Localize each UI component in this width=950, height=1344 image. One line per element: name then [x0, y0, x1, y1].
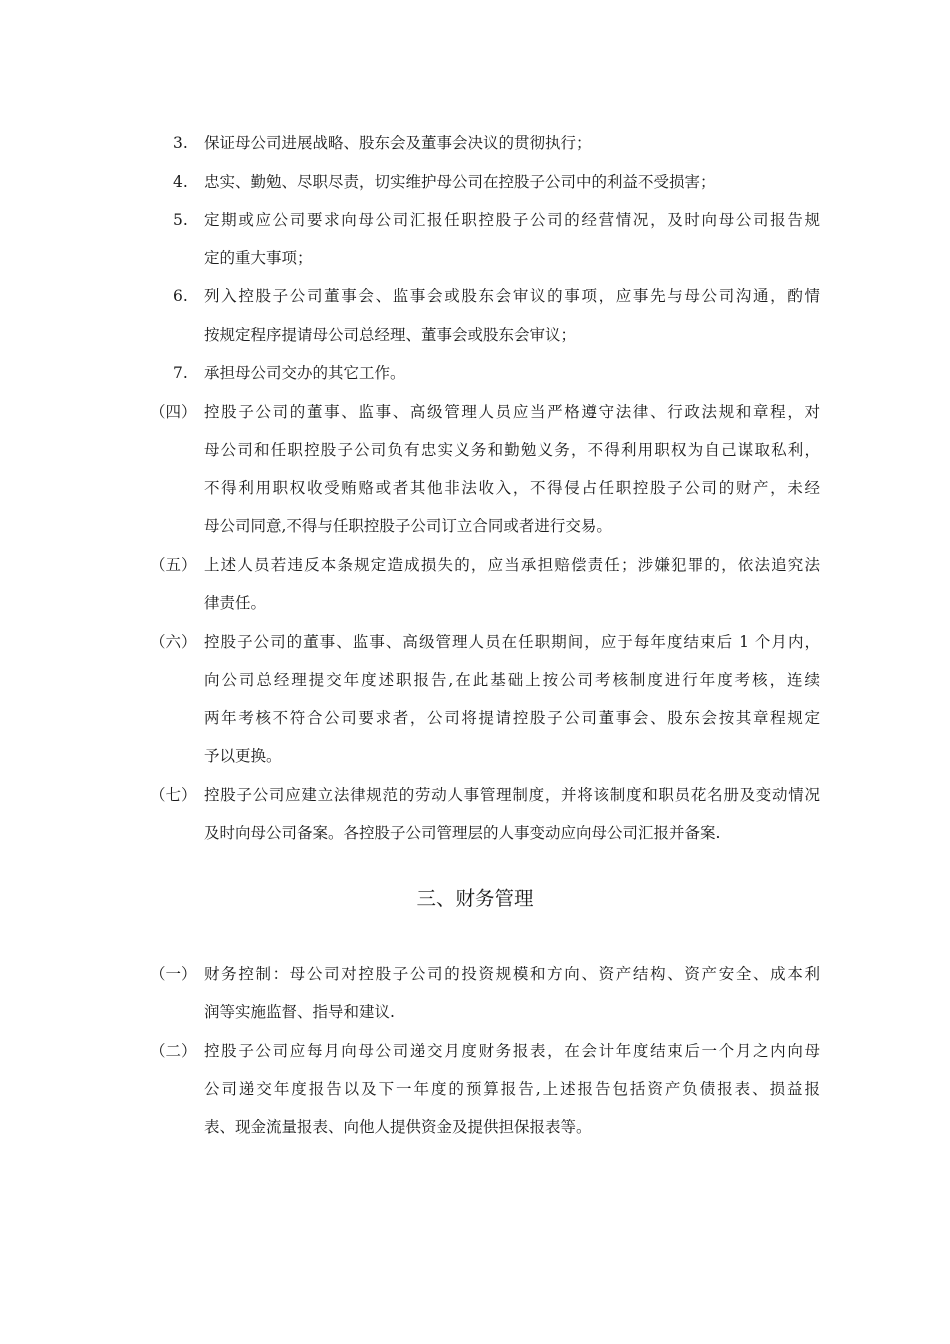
item-text: 定期或应公司要求向母公司汇报任职控股子公司的经营情况，及时向母公司报告规	[204, 211, 820, 229]
paragraph-number: （六）	[150, 633, 197, 651]
paragraph-text: 控股子公司的董事、监事、高级管理人员应当严格遵守法律、行政法规和章程，对	[204, 403, 820, 421]
paragraph-text: 控股子公司应每月向母公司递交月度财务报表，在会计年度结束后一个月之内向母	[204, 1042, 820, 1060]
item-text: 承担母公司交办的其它工作。	[204, 364, 406, 382]
item-number: 6.	[173, 287, 188, 305]
paragraph-text: 律责任。	[204, 594, 267, 612]
item-text: 保证母公司进展战略、股东会及董事会决议的贯彻执行；	[204, 134, 592, 152]
paragraph-text: 控股子公司应建立法律规范的劳动人事管理制度，并将该制度和职员花名册及变动情况	[204, 786, 820, 804]
section-title: 三、财务管理	[416, 887, 534, 910]
paragraph-text: 及时向母公司备案。各控股子公司管理层的人事变动应向母公司汇报并备案.	[204, 824, 721, 842]
item-number: 3.	[173, 134, 188, 152]
item-text: 定的重大事项；	[204, 249, 313, 267]
item-text: 忠实、勤勉、尽职尽责，切实维护母公司在控股子公司中的利益不受损害；	[204, 173, 716, 191]
paragraph-number: （一）	[150, 965, 197, 983]
paragraph-text: 母公司同意,不得与任职控股子公司订立合同或者进行交易。	[204, 517, 612, 535]
paragraph-text: 控股子公司的董事、监事、高级管理人员在任职期间，应于每年度结束后 1 个月内，	[204, 633, 820, 651]
paragraph-text: 财务控制：母公司对控股子公司的投资规模和方向、资产结构、资产安全、成本利	[204, 965, 820, 983]
paragraph-number: （四）	[150, 403, 197, 421]
paragraph-number: （七）	[150, 786, 197, 804]
paragraph-text: 上述人员若违反本条规定造成损失的，应当承担赔偿责任；涉嫌犯罪的，依法追究法	[204, 556, 820, 574]
item-text: 列入控股子公司董事会、监事会或股东会审议的事项，应事先与母公司沟通，酌情	[204, 287, 820, 305]
item-number: 7.	[173, 364, 188, 382]
paragraph-text: 予以更换。	[204, 747, 282, 765]
paragraph-text: 公司递交年度报告以及下一年度的预算报告,上述报告包括资产负债报表、损益报	[204, 1080, 820, 1098]
paragraph-text: 母公司和任职控股子公司负有忠实义务和勤勉义务，不得利用职权为自己谋取私利，	[204, 441, 820, 459]
paragraph-number: （五）	[150, 556, 197, 574]
paragraph-text: 表、现金流量报表、向他人提供资金及提供担保报表等。	[204, 1118, 592, 1136]
paragraph-text: 润等实施监督、指导和建议.	[204, 1003, 395, 1021]
paragraph-number: （二）	[150, 1042, 197, 1060]
paragraph-text: 向公司总经理提交年度述职报告,在此基础上按公司考核制度进行年度考核，连续	[204, 671, 820, 689]
item-text: 按规定程序提请母公司总经理、董事会或股东会审议；	[204, 326, 577, 344]
item-number: 4.	[173, 173, 188, 191]
item-number: 5.	[173, 211, 188, 229]
paragraph-text: 两年考核不符合公司要求者，公司将提请控股子公司董事会、股东会按其章程规定	[204, 709, 820, 727]
paragraph-text: 不得利用职权收受贿赂或者其他非法收入，不得侵占任职控股子公司的财产，未经	[204, 479, 820, 497]
